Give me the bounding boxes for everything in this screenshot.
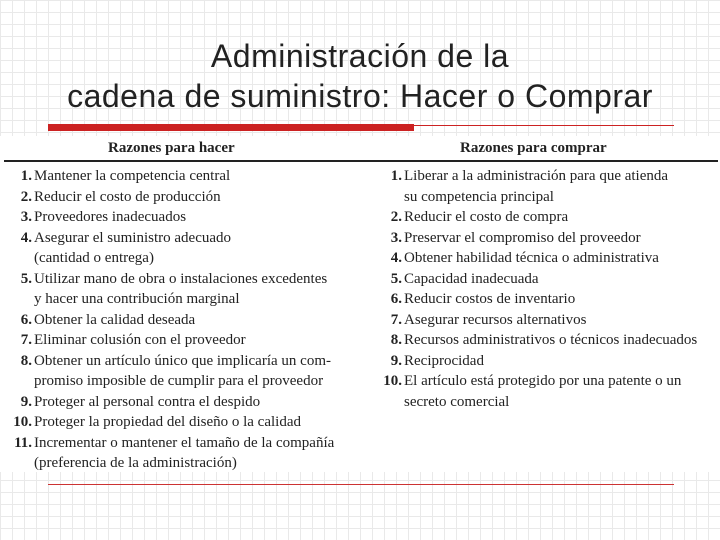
buy-reason-item-number: 8. [390, 332, 402, 348]
buy-reason-item-text: Preservar el compromiso del proveedor [404, 229, 641, 246]
buy-reason-item [376, 207, 718, 228]
buy-reason-item [376, 371, 718, 412]
buy-reason-item [376, 269, 718, 290]
make-reason-item-number: 2. [20, 188, 32, 205]
buy-reasons-list [376, 166, 718, 412]
buy-reason-item-text: El artículo está protegido por una patente o un [404, 373, 682, 389]
buy-reason-item [376, 330, 718, 351]
make-reason-item-text: Mantener la competencia central [34, 168, 231, 184]
make-reason-item [6, 187, 376, 208]
buy-reason-item-text: Obtener habilidad técnica o administrativa [404, 250, 659, 266]
make-reason-item [6, 351, 376, 392]
buy-reason-item-number: 7. [390, 311, 402, 328]
title-accent-line [414, 125, 674, 126]
make-reason-item [6, 207, 376, 228]
make-reason-item-text: Proteger la propiedad del diseño o la calidad [34, 414, 301, 430]
make-reason-item-number: 8. [20, 352, 32, 369]
make-reason-item [6, 412, 376, 433]
make-reason-item-number: 11. [14, 434, 32, 451]
reasons-table [0, 136, 720, 472]
make-reason-item [6, 166, 376, 187]
make-reason-item-text: promiso imposible de cumplir para el proveedor [34, 373, 324, 389]
slide-title-line-2: cadena de suministro: Hacer o Comprar [67, 78, 653, 114]
buy-column-header: Razones para comprar [460, 140, 607, 156]
make-reason-item [6, 228, 376, 269]
make-reason-item [6, 310, 376, 331]
make-reason-item [6, 269, 376, 310]
footer-accent-line [48, 484, 674, 485]
buy-reason-item-text: Liberar a la administración para que atienda [404, 168, 669, 184]
buy-reason-item [376, 289, 718, 310]
slide-title [0, 36, 720, 116]
make-reason-item-number: 1. [20, 168, 32, 184]
buy-reason-item-text: Reducir costos de inventario [404, 291, 576, 307]
buy-reason-item-number: 4. [390, 250, 402, 266]
buy-reason-item [376, 228, 718, 249]
make-reason-item-text: (preferencia de la administración) [34, 455, 237, 471]
buy-reason-item-number: 3. [390, 229, 402, 246]
buy-reason-item-text: Reciprocidad [404, 352, 484, 369]
buy-reason-item-text: Capacidad inadecuada [404, 270, 539, 287]
make-reason-item-number: 4. [20, 229, 32, 246]
header-rule [4, 160, 718, 162]
buy-reason-item-text: su competencia principal [404, 188, 554, 205]
make-reason-item-text: Utilizar mano de obra o instalaciones excedentes [34, 270, 328, 287]
make-reason-item-text: Incrementar o mantener el tamaño de la compañía [34, 434, 335, 451]
make-reason-item-number: 10. [13, 414, 32, 430]
make-reason-item [6, 392, 376, 413]
make-reason-item-number: 9. [20, 393, 32, 410]
make-reason-item-text: (cantidad o entrega) [34, 250, 154, 266]
title-accent-bar [48, 124, 414, 131]
buy-reason-item-number: 5. [390, 270, 402, 287]
make-reason-item-text: Reducir el costo de producción [34, 188, 221, 205]
make-reason-item-number: 7. [20, 332, 32, 348]
slide-title-line-1: Administración de la [210, 38, 510, 74]
buy-reason-item-number: 2. [390, 209, 402, 225]
make-reason-item-text: Proveedores inadecuados [34, 209, 187, 225]
make-reason-item [6, 330, 376, 351]
make-reason-item-number: 6. [20, 311, 32, 328]
make-reason-item-text: Asegurar el suministro adecuado [34, 229, 232, 246]
buy-reason-item-text: Asegurar recursos alternativos [404, 311, 587, 328]
buy-reason-item-text: secreto comercial [404, 393, 510, 410]
make-reason-item-text: Obtener un artículo único que implicaría un com- [34, 352, 331, 369]
buy-reason-item [376, 310, 718, 331]
buy-reason-item-number: 9. [390, 352, 402, 369]
buy-reason-item-number: 6. [390, 291, 402, 307]
buy-reason-item-text: Recursos administrativos o técnicos inadecuados [404, 332, 698, 348]
buy-reason-item [376, 351, 718, 372]
make-column-header: Razones para hacer [108, 140, 235, 156]
buy-reason-item [376, 248, 718, 269]
make-reasons-list [6, 166, 376, 474]
make-reason-item-text: y hacer una contribución marginal [34, 291, 240, 307]
make-reason-item-number: 5. [20, 270, 32, 287]
make-reason-item-text: Proteger al personal contra el despido [34, 393, 261, 410]
buy-reason-item-number: 1. [390, 168, 402, 184]
make-reason-item-text: Obtener la calidad deseada [34, 311, 196, 328]
buy-reason-item-number: 10. [383, 373, 402, 389]
make-reason-item-number: 3. [20, 209, 32, 225]
buy-reason-item-text: Reducir el costo de compra [404, 209, 569, 225]
buy-reason-item [376, 166, 718, 207]
make-reason-item-text: Eliminar colusión con el proveedor [34, 332, 246, 348]
make-reason-item [6, 433, 376, 474]
